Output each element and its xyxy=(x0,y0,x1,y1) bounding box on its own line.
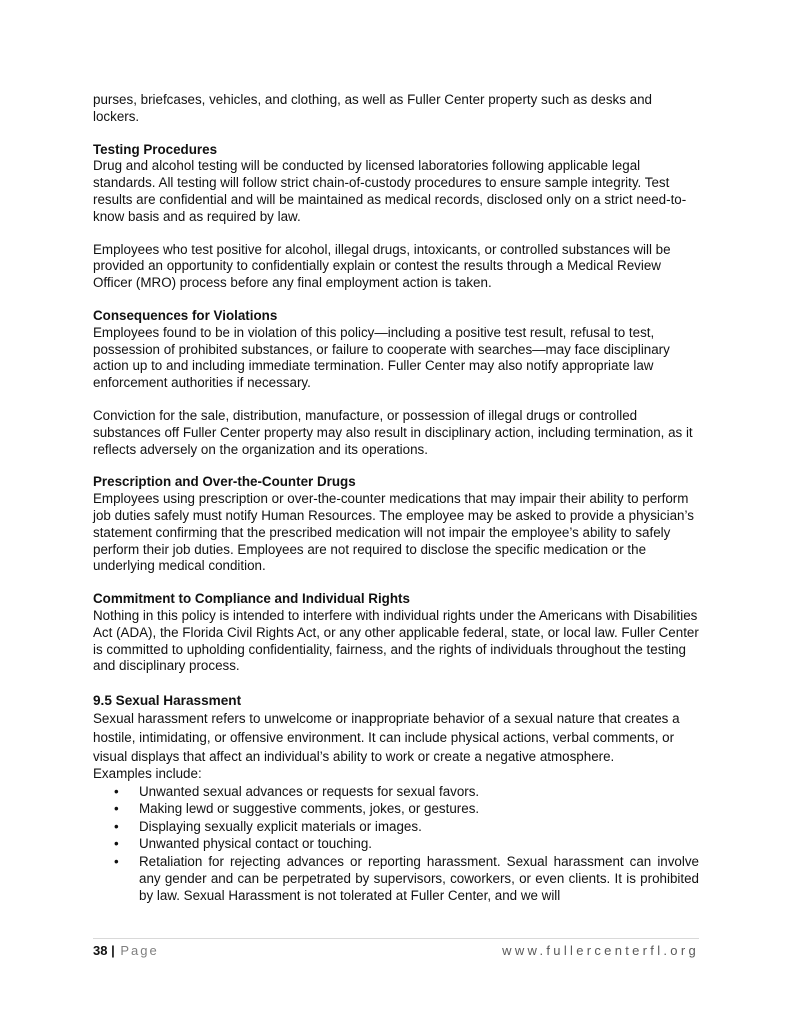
footer-url: www.fullercenterfl.org xyxy=(502,943,699,958)
examples-list xyxy=(93,783,699,905)
prescription-paragraph: Employees using prescription or over-the-counter medications that may impair their ability to perform job duties safely must notify Human Resources. The employee may be asked to provide a physician’s statement confirming that the prescribed medication will not impair the employee’s ability to safely perform their job duties. Employees are not required to disclose the specific medication or the underlying medical condition. xyxy=(93,491,694,574)
list-item xyxy=(93,853,699,905)
list-item-text: Unwanted sexual advances or requests for sexual favors. xyxy=(139,783,480,799)
intro-paragraph: purses, briefcases, vehicles, and clothing, as well as Fuller Center property such as desks and lockers. xyxy=(93,92,652,124)
list-item xyxy=(93,818,699,835)
sexual-harassment-heading: 9.5 Sexual Harassment xyxy=(93,693,242,709)
list-item-text: Retaliation for rejecting advances or reporting harassment. Sexual harassment can involve any gender and can be perpetrated by supervisors, coworkers, or even clients. It is prohibited by law. Sexual Harassment is not tolerated at Fuller Center, and we will xyxy=(139,853,699,904)
bullet-icon: • xyxy=(114,853,119,869)
consequences-paragraph-1: Employees found to be in violation of this policy—including a positive test result, refusal to test, possession of prohibited substances, or failure to cooperate with searches—may face disciplinary action up to and including immediate termination. Fuller Center may also notify appropriate law enforcement authorities if necessary. xyxy=(93,324,670,391)
list-item xyxy=(93,835,699,852)
list-item-text: Making lewd or suggestive comments, jokes, or gestures. xyxy=(139,801,480,817)
consequences-heading: Consequences for Violations xyxy=(93,307,278,323)
testing-procedures-heading: Testing Procedures xyxy=(93,141,218,157)
compliance-paragraph: Nothing in this policy is intended to interfere with individual rights under the Americans with Disabilities Act (ADA), the Florida Civil Rights Act, or any other applicable federal, state, or local law. Fuller Center is committed to upholding confidentiality, fairness, and the rights of individuals throughout the testing and disciplinary process. xyxy=(93,607,699,674)
prescription-heading: Prescription and Over-the-Counter Drugs xyxy=(93,474,356,490)
document-page xyxy=(93,92,699,905)
examples-label: Examples include: xyxy=(93,766,202,782)
list-item-text: Displaying sexually explicit materials or images. xyxy=(139,818,422,834)
list-item xyxy=(93,800,699,817)
page-number-value: 38 | xyxy=(93,943,115,958)
page-word: Page xyxy=(120,943,159,958)
bullet-icon: • xyxy=(114,818,119,834)
bullet-icon: • xyxy=(114,783,119,799)
bullet-icon: • xyxy=(114,836,119,852)
consequences-paragraph-2: Conviction for the sale, distribution, manufacture, or possession of illegal drugs or controlled substances off Fuller Center property may also result in disciplinary action, including termination, as it reflects adversely on the organization and its operations. xyxy=(93,407,693,457)
bullet-icon: • xyxy=(114,801,119,817)
compliance-heading: Commitment to Compliance and Individual Rights xyxy=(93,591,410,607)
testing-paragraph-2: Employees who test positive for alcohol, illegal drugs, intoxicants, or controlled substances will be provided an opportunity to confidentially explain or contest the results through a Medical Review Officer (MRO) process before any final employment action is taken. xyxy=(93,241,671,291)
page-footer xyxy=(93,938,699,958)
page-number xyxy=(93,943,159,958)
harassment-paragraph: Sexual harassment refers to unwelcome or inappropriate behavior of a sexual nature that creates a hostile, intimidating, or offensive environment. It can include physical actions, verbal comments, or visual displays that affect an individual’s ability to work or create a negative atmosphere. xyxy=(93,711,680,765)
list-item xyxy=(93,783,699,800)
testing-paragraph-1: Drug and alcohol testing will be conducted by licensed laboratories following applicable legal standards. All testing will follow strict chain-of-custody procedures to ensure sample integrity. Test results are confidential and will be maintained as medical records, disclosed only on a strict need-to-know basis and as required by law. xyxy=(93,158,687,224)
list-item-text: Unwanted physical contact or touching. xyxy=(139,836,372,852)
